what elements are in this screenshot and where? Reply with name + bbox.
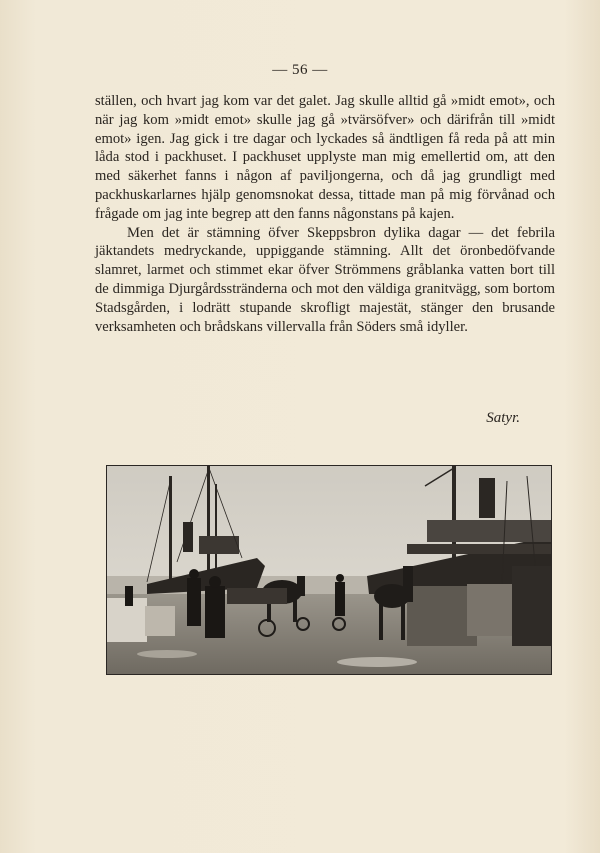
page-number: — 56 — <box>272 62 328 78</box>
body-text <box>95 92 555 336</box>
paragraph-1: ställen, och hvart jag kom var det galet. Jag skulle alltid gå »midt emot», och när jag kom »midt emot» skulle jag gå »tvärsöfver» och därifrån till »midt emot» igen. Jag gick i tre dagar och lyckades så ändtligen få reda på att min låda stod i packhuset. I packhuset upplyste man mig emellertid om, att den med säkerhet fanns i någon af paviljongerna, och då jag grundligt med packhuskarlarnes hjälp genomsnokat dessa, tittade man på mig förvånad och frågade om jag inte begrep att den fanns någonstans på kajen. <box>95 93 555 222</box>
signature: Satyr. <box>486 410 520 426</box>
paragraph-2: Men det är stämning öfver Skeppsbron dylika dagar — det febrila jäktandets medryckande, uppiggande stämning. Allt det öronbedöfvande slamret, larmet och stimmet ekar öfver Strömmens gråblanka vatten bort till de dimmiga Djurgårdsstränderna och mot den väldiga granitvägg, som bortom Stadsgården, i lodrätt stupande skrofligt majestät, stänger den brusande verksamheten och brådskans villervalla från Söders små idyller. <box>95 224 555 335</box>
quay-photograph-icon <box>107 466 551 674</box>
quay-photograph <box>106 465 552 675</box>
